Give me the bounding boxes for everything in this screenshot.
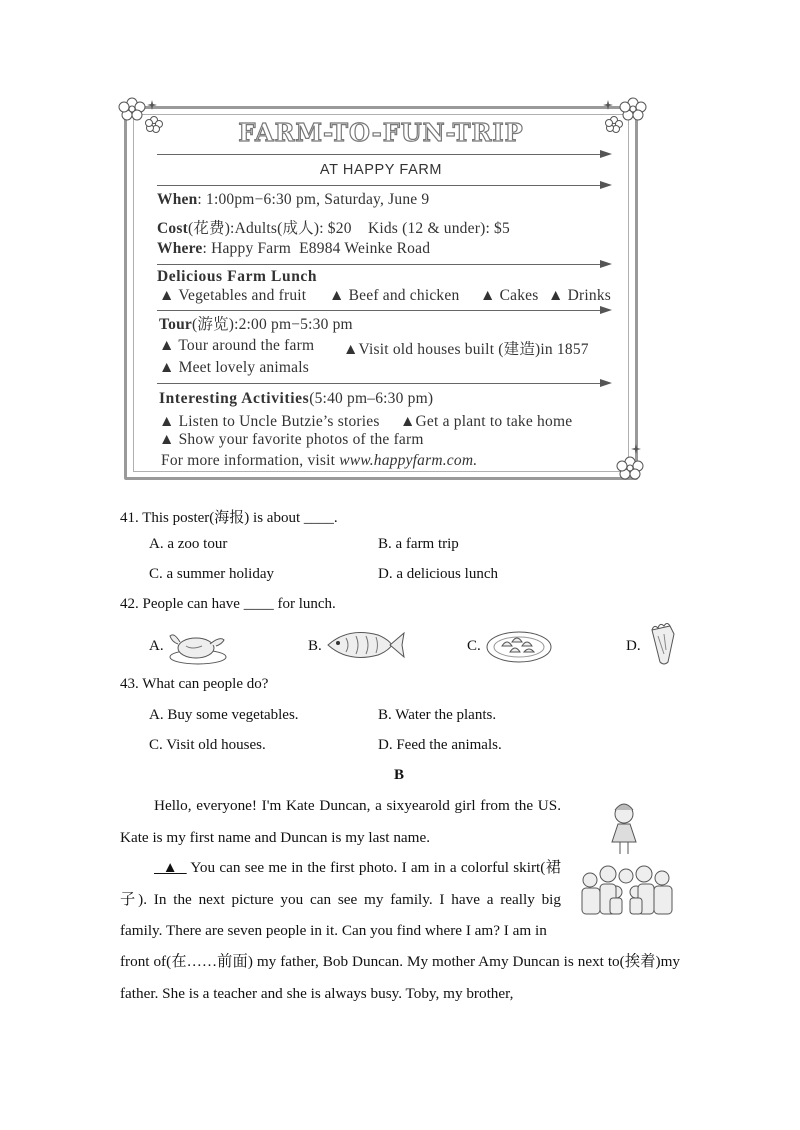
arrow-right-icon [600, 181, 612, 189]
q41-option-d[interactable]: D. a delicious lunch [378, 566, 498, 582]
activity-item: ▲ Listen to Uncle Butzie’s stories [159, 413, 380, 430]
question-42-stem: 42. People can have ____ for lunch. [120, 596, 336, 612]
q43-option-a[interactable]: A. Buy some vegetables. [149, 707, 299, 723]
where-value: : Happy Farm E8984 Weinke Road [202, 240, 431, 257]
activities-label: Interesting Activities [159, 390, 310, 407]
tour-line [159, 312, 353, 334]
wrap-icon [644, 620, 680, 668]
activities-line [159, 390, 433, 408]
paragraph-family-bottom [120, 946, 680, 1104]
arrow-right-icon [600, 379, 612, 387]
arrow-right-icon [600, 306, 612, 314]
activity-item: ▲ Show your favorite photos of the farm [159, 431, 424, 448]
dumplings-plate-icon [484, 624, 554, 666]
info-text: For more information, visit [161, 452, 340, 469]
cost-line [157, 216, 510, 238]
q43-option-d[interactable]: D. Feed the animals. [378, 737, 502, 753]
q41-option-b[interactable]: B. a farm trip [378, 536, 459, 552]
roast-chicken-icon [166, 624, 230, 666]
arrow-line [157, 264, 603, 265]
activities-value: (5:40 pm–6:30 pm) [309, 390, 434, 407]
when-value: : 1:00pm−6:30 pm, Saturday, June 9 [197, 191, 430, 208]
q42-option-c[interactable]: C. [467, 638, 481, 654]
cost-value: (花费):Adults(成人): $20 Kids (12 & under): $5 [187, 220, 510, 237]
tour-value: (游览):2:00 pm−5:30 pm [191, 316, 353, 333]
family-photos-illustration [576, 796, 684, 926]
lunch-item: ▲ Vegetables and fruit [159, 287, 307, 304]
tour-label: Tour [159, 316, 192, 333]
paragraph-family-top [120, 852, 561, 948]
question-43-stem: 43. What can people do? [120, 676, 269, 692]
lunch-item: ▲ Cakes [480, 287, 539, 304]
q42-option-a[interactable]: A. [149, 638, 164, 654]
q41-option-a[interactable]: A. a zoo tour [149, 536, 228, 552]
where-label: Where [157, 240, 203, 257]
paragraph-family-continued: front of(在……前面) my father, Bob Duncan. My mother Amy Duncan is next to(挨着)my father. She is a teacher and she is always busy. Toby, my brother, [120, 953, 680, 1002]
where-line [157, 240, 430, 258]
arrow-line [157, 383, 603, 384]
flower-corner-bottom-right-icon [600, 440, 650, 484]
paragraph-intro: Hello, everyone! I'm Kate Duncan, a sixyearold girl from the US. Kate is my first name and Duncan is my last name. [120, 797, 561, 846]
activity-item: ▲Get a plant to take home [400, 413, 573, 430]
blank-marker: ▲ [162, 859, 179, 876]
info-line [161, 452, 477, 470]
when-line [157, 191, 429, 209]
poster-subtitle: AT HAPPY FARM [319, 162, 443, 178]
fish-icon [322, 624, 408, 666]
lunch-item: ▲ Beef and chicken [329, 287, 460, 304]
question-41-stem: 41. This poster(海报) is about ____. [120, 510, 338, 526]
q42-option-d[interactable]: D. [626, 638, 641, 654]
paragraph-family-text: You can see me in the first photo. I am in a colorful skirt(裙子). In the next picture you can see my family. I have a really big family. There are seven people in it. Can you find where I am? I am in [120, 859, 561, 939]
arrow-line [157, 310, 603, 311]
tour-item: ▲ Tour around the farm [159, 337, 315, 354]
q41-option-c[interactable]: C. a summer holiday [149, 566, 274, 582]
arrow-line [157, 154, 603, 155]
poster-title: FARM-TO-FUN-TRIP [238, 118, 524, 147]
tour-item: ▲ Meet lovely animals [159, 359, 309, 376]
arrow-right-icon [600, 150, 612, 158]
lunch-heading: Delicious Farm Lunch [157, 268, 318, 285]
arrow-line [157, 185, 603, 186]
info-url[interactable]: www.happyfarm.com. [339, 452, 478, 469]
q43-option-b[interactable]: B. Water the plants. [378, 707, 497, 723]
tour-item: ▲Visit old houses built (建造)in 1857 [343, 341, 589, 358]
arrow-right-icon [600, 260, 612, 268]
q43-option-c[interactable]: C. Visit old houses. [149, 737, 266, 753]
when-label: When [157, 191, 198, 208]
cost-label: Cost [157, 220, 188, 237]
section-b-heading: B [394, 767, 405, 783]
q42-option-b[interactable]: B. [308, 638, 322, 654]
lunch-item: ▲ Drinks [548, 287, 612, 304]
